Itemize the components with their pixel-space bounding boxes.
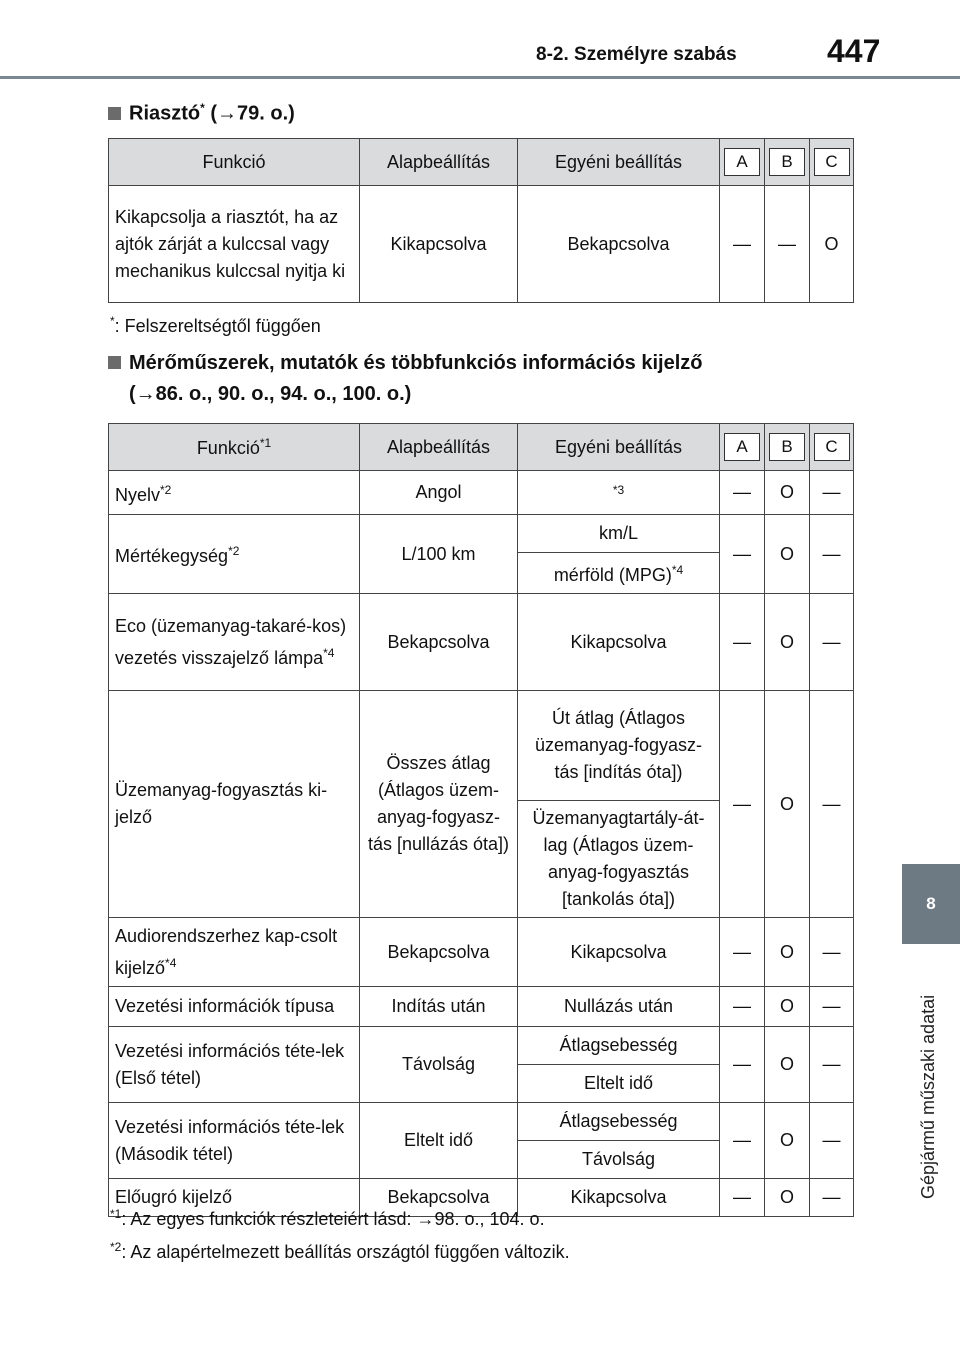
cell-c: O: [810, 186, 854, 303]
footnote-equipment: [110, 314, 321, 337]
footnote-2: $^{*2}$: Az alapértelmezett beállítás országtól függően változik.: [110, 1240, 570, 1262]
square-bullet-icon: [108, 356, 121, 369]
footnote-text: : Felszereltségtől függően: [114, 316, 321, 336]
table-row: Mértékegység$^{*2}$ L/100 km km/L — O —: [109, 515, 854, 553]
section-title-alarm: [108, 93, 295, 130]
chapter-tab: [902, 864, 960, 944]
col-function: Funkció: [109, 139, 360, 186]
col-b-box: B: [769, 148, 805, 176]
cell-b: —: [765, 186, 810, 303]
section-title-gauges: [108, 348, 702, 410]
square-bullet-icon: [108, 107, 121, 120]
table-row: Nyelv$^{*2}$ Angol $^{*3}$ — O —: [109, 471, 854, 515]
footnote-1: $^{*1}$: Az egyes funkciók részleteiért lásd: →98. o., 104. o.: [110, 1207, 545, 1229]
table-row: Üzemanyag-fogyasztás ki-jelző Összes átlag (Átlagos üzem-anyag-fogyasz-tás [nullázás óta]) Út átlag (Átlagos üzemanyag-fogyasz-tás [indítás óta]) — O —: [109, 691, 854, 801]
footnote-mark: *: [110, 314, 115, 328]
gauges-title: Mérőműszerek, mutatók és többfunkciós információs kijelző: [129, 352, 703, 374]
col-default: Alapbeállítás: [360, 424, 518, 471]
cell-a: —: [720, 186, 765, 303]
cell-function: Kikapcsolja a riasztót, ha az ajtók zárját a kulccsal vagy mechanikus kulccsal nyitja ki: [109, 186, 360, 303]
alarm-title-star: *: [200, 101, 205, 115]
col-b-box: B: [769, 433, 805, 461]
table-row: Távolság: [109, 1141, 854, 1179]
table-row: Eltelt idő: [109, 1065, 854, 1103]
cell-default: Kikapcsolva: [360, 186, 518, 303]
table-row: mérföld (MPG)$^{*4}$: [109, 553, 854, 594]
gauges-ref: (→86. o., 90. o., 94. o., 100. o.): [129, 383, 412, 405]
chapter-label-text: Gépjármű műszaki adatai: [918, 994, 938, 1199]
table-row: Előugró kijelző Bekapcsolva Kikapcsolva — O —: [109, 1179, 854, 1217]
table-row: Üzemanyagtartály-át-lag (Átlagos üzem-anyag-fogyasztás [tankolás óta]): [109, 801, 854, 918]
header-divider: [0, 76, 960, 79]
col-a-box: A: [724, 148, 760, 176]
col-default: Alapbeállítás: [360, 139, 518, 186]
table-header-row: [109, 424, 854, 471]
col-c-box: C: [814, 148, 850, 176]
page-number: 447: [827, 33, 881, 69]
col-custom: Egyéni beállítás: [518, 424, 720, 471]
table-row: Eco (üzemanyag-takaré-kos) vezetés visszajelző lámpa$^{*4}$ Bekapcsolva Kikapcsolva — O —: [109, 594, 854, 691]
alarm-table: [108, 138, 854, 303]
table-header-row: [109, 139, 854, 186]
alarm-ref: (→79. o.): [210, 102, 295, 125]
table-row: Vezetési információs téte-lek (Második tétel) Eltelt idő Átlagsebesség — O —: [109, 1103, 854, 1141]
gauges-table: [108, 423, 854, 1217]
alarm-title: Riasztó: [129, 102, 201, 125]
table-row: [109, 186, 854, 303]
chapter-label: [899, 944, 957, 1204]
section-header: 8-2. Személyre szabás: [536, 44, 737, 65]
col-a-box: A: [724, 433, 760, 461]
table-row: Vezetési információs téte-lek (Első tétel) Távolság Átlagsebesség — O —: [109, 1027, 854, 1065]
table-row: Vezetési információk típusa Indítás után Nullázás után — O —: [109, 987, 854, 1027]
col-function: Funkció$^{*1}$: [109, 424, 360, 471]
cell-custom: Bekapcsolva: [518, 186, 720, 303]
col-custom: Egyéni beállítás: [518, 139, 720, 186]
table-row: Audiorendszerhez kap-csolt kijelző$^{*4}$ Bekapcsolva Kikapcsolva — O —: [109, 918, 854, 987]
chapter-number: 8: [926, 894, 936, 913]
col-c-box: C: [814, 433, 850, 461]
